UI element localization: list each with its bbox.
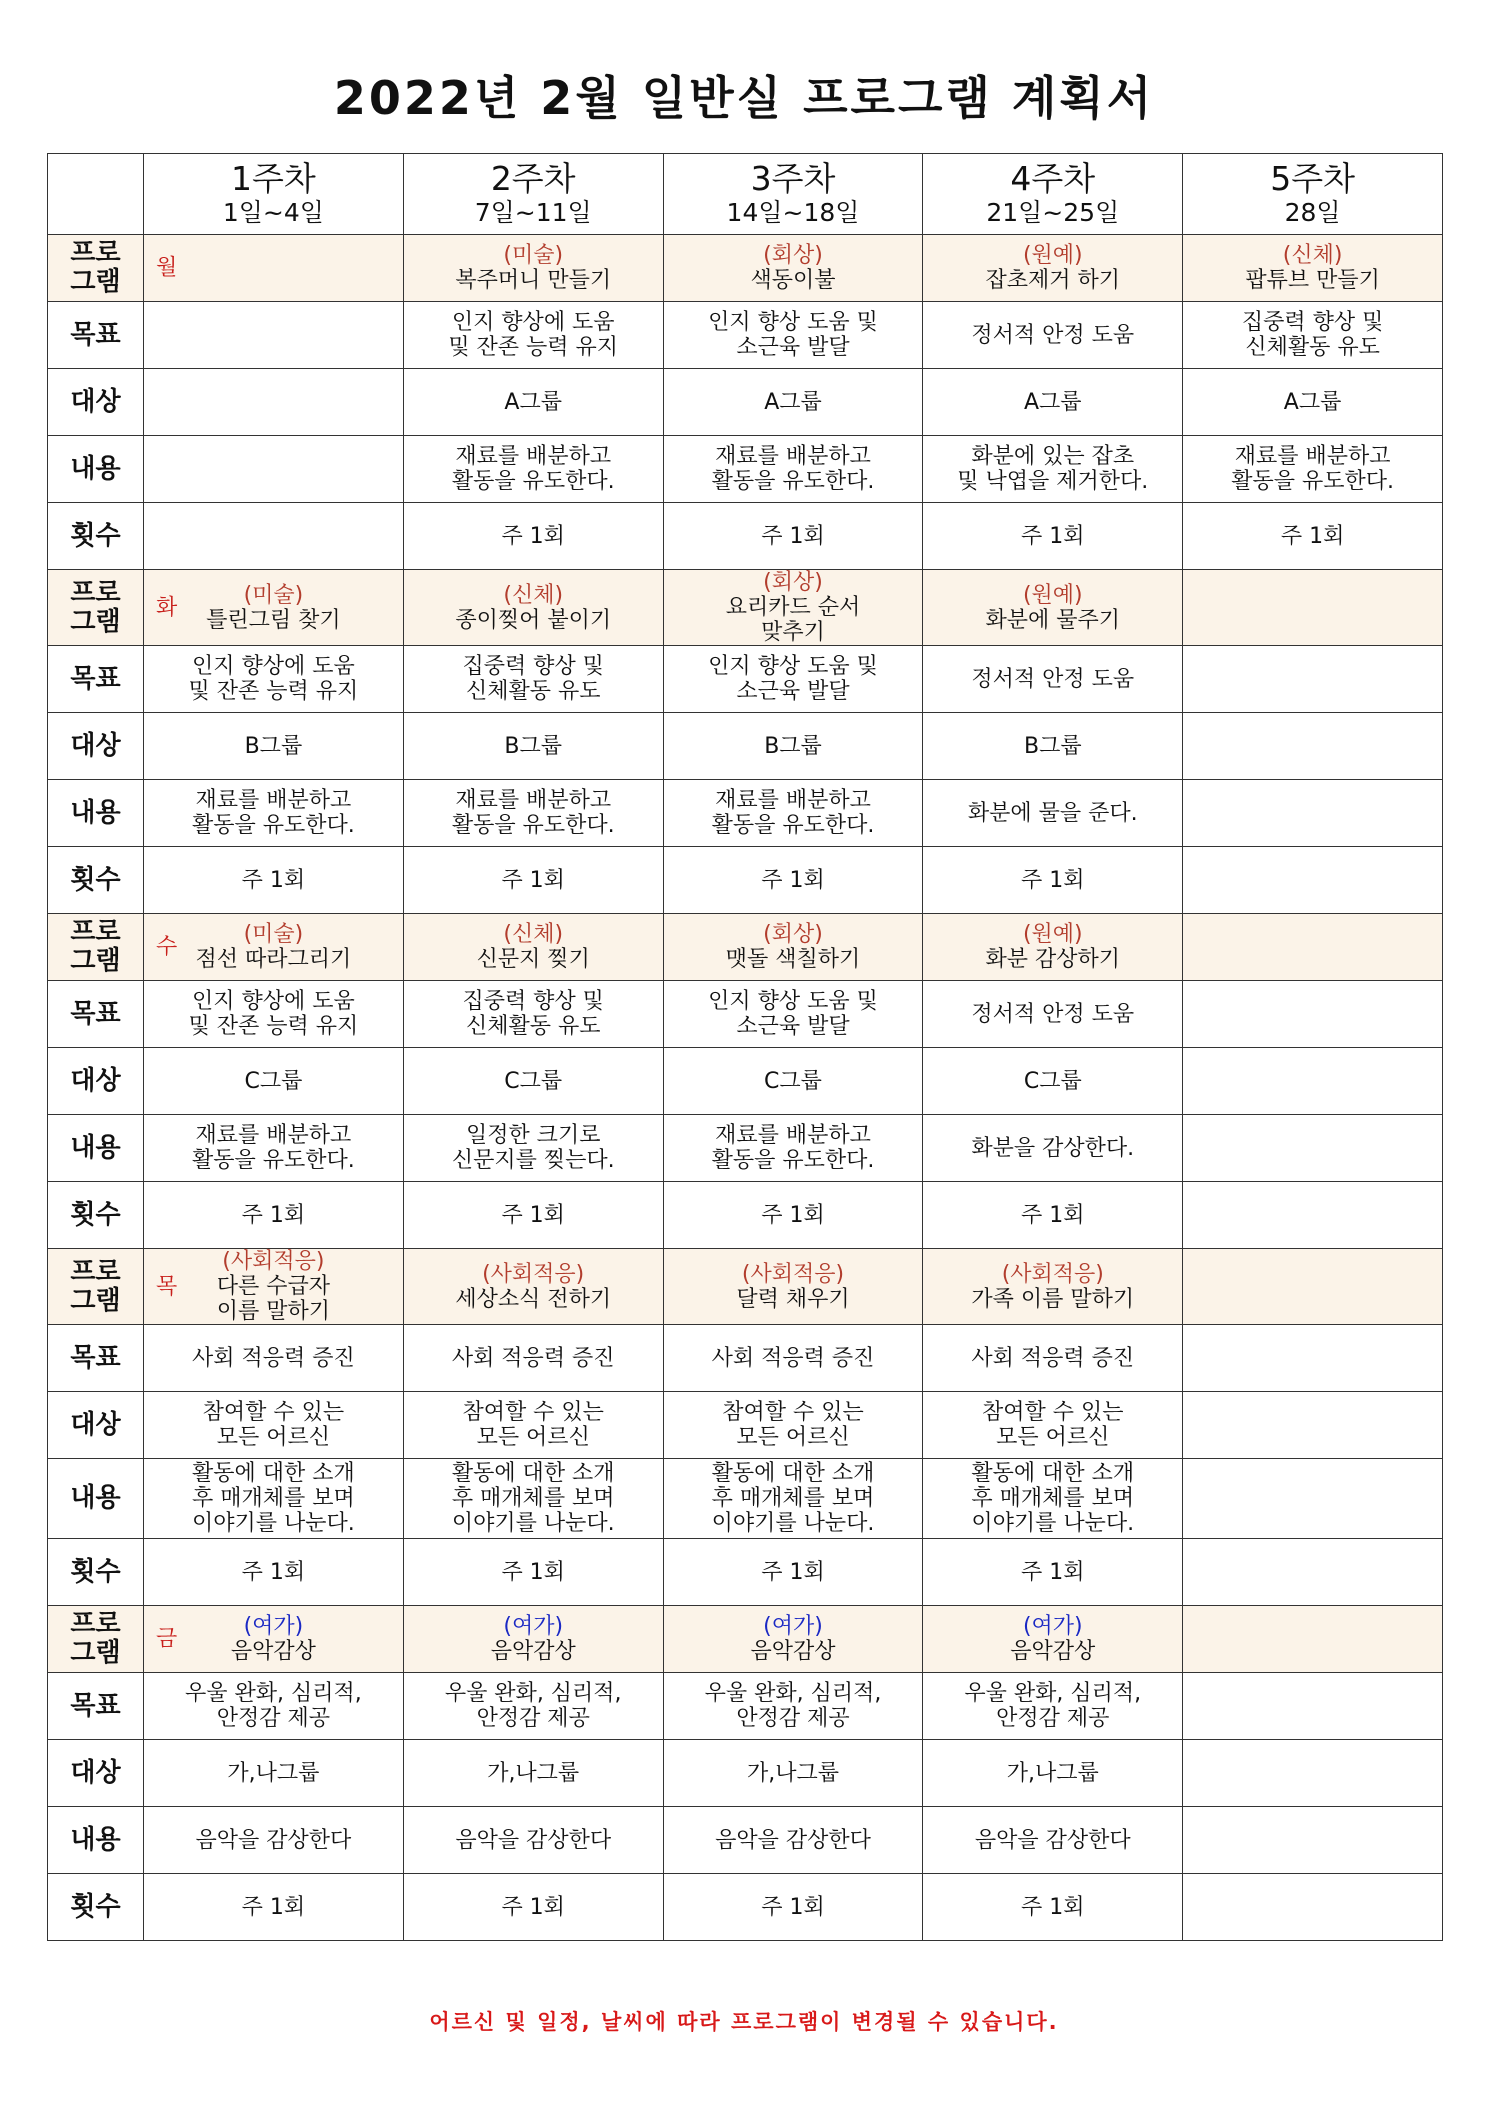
- frequency-row: [48, 1874, 1443, 1941]
- target-row: [48, 1392, 1443, 1459]
- program-cell: [1183, 570, 1443, 646]
- target-cell: 참여할 수 있는 모든 어르신: [663, 1392, 923, 1459]
- row-label-frequency: 횟수: [48, 1182, 144, 1249]
- row-label-target: 대상: [48, 713, 144, 780]
- program-row: [48, 1606, 1443, 1673]
- row-label-target: 대상: [48, 369, 144, 436]
- frequency-cell: 주 1회: [663, 1539, 923, 1606]
- content-row: [48, 780, 1443, 847]
- frequency-cell: [1183, 1539, 1443, 1606]
- content-cell: 재료를 배분하고 활동을 유도한다.: [1183, 436, 1443, 503]
- goal-cell: [1183, 646, 1443, 713]
- target-row: [48, 369, 1443, 436]
- frequency-cell: 주 1회: [923, 1539, 1183, 1606]
- goal-row: [48, 646, 1443, 713]
- frequency-cell: 주 1회: [144, 1182, 404, 1249]
- target-cell: 참여할 수 있는 모든 어르신: [144, 1392, 404, 1459]
- program-cell: [144, 914, 404, 981]
- content-cell: 화분에 물을 준다.: [923, 780, 1183, 847]
- program-category: (사회적응): [482, 1261, 585, 1287]
- row-label-program: 프로 그램: [48, 235, 144, 302]
- row-label-target: 대상: [48, 1740, 144, 1807]
- goal-cell: 우울 완화, 심리적, 안정감 제공: [663, 1673, 923, 1740]
- page-title: 2022년 2월 일반실 프로그램 계획서: [333, 71, 1155, 125]
- program-name: 틀린그림 찾기: [206, 607, 341, 633]
- program-cell: [1183, 1249, 1443, 1325]
- weekday-label: 월: [156, 255, 178, 281]
- program-cell: [144, 1249, 404, 1325]
- frequency-cell: [144, 503, 404, 570]
- program-row: [48, 914, 1443, 981]
- target-cell: B그룹: [923, 713, 1183, 780]
- weekday-label: 화: [156, 595, 178, 620]
- week-dates: 14일~18일: [726, 198, 860, 227]
- target-row: [48, 713, 1443, 780]
- frequency-cell: 주 1회: [1183, 503, 1443, 570]
- weekday-label: 금: [156, 1626, 178, 1652]
- content-cell: 활동에 대한 소개 후 매개체를 보며 이야기를 나눈다.: [403, 1459, 663, 1539]
- content-row: [48, 1115, 1443, 1182]
- target-cell: C그룹: [923, 1048, 1183, 1115]
- target-cell: [144, 369, 404, 436]
- row-label-content: 내용: [48, 1459, 144, 1539]
- program-name: 종이찢어 붙이기: [455, 607, 612, 633]
- goal-cell: 인지 향상 도움 및 소근육 발달: [663, 981, 923, 1048]
- program-name: 화분 감상하기: [985, 947, 1121, 972]
- frequency-cell: 주 1회: [663, 1874, 923, 1941]
- target-cell: A그룹: [923, 369, 1183, 436]
- program-cell: [403, 570, 663, 646]
- frequency-cell: 주 1회: [403, 1539, 663, 1606]
- goal-cell: 인지 향상 도움 및 소근육 발달: [663, 646, 923, 713]
- content-cell: 음악을 감상한다: [144, 1807, 404, 1874]
- program-cell: [403, 914, 663, 981]
- program-category: (사회적응): [222, 1249, 325, 1274]
- program-name: 화분에 물주기: [985, 607, 1121, 633]
- row-label-content: 내용: [48, 780, 144, 847]
- program-row: [48, 235, 1443, 302]
- goal-cell: 집중력 향상 및 신체활동 유도: [1183, 302, 1443, 369]
- week-header-row: [48, 154, 1443, 235]
- target-cell: A그룹: [663, 369, 923, 436]
- goal-cell: 인지 향상에 도움 및 잔존 능력 유지: [403, 302, 663, 369]
- program-name: 음악감상: [230, 1639, 316, 1664]
- frequency-cell: 주 1회: [923, 1182, 1183, 1249]
- content-row: [48, 1807, 1443, 1874]
- content-cell: 음악을 감상한다: [663, 1807, 923, 1874]
- goal-cell: 인지 향상 도움 및 소근육 발달: [663, 302, 923, 369]
- target-cell: C그룹: [144, 1048, 404, 1115]
- row-label-goal: 목표: [48, 646, 144, 713]
- program-category: (원예): [1022, 582, 1083, 608]
- goal-cell: [1183, 1673, 1443, 1740]
- program-cell: [663, 1606, 923, 1673]
- target-cell: C그룹: [403, 1048, 663, 1115]
- program-category: (미술): [243, 582, 304, 608]
- row-label-goal: 목표: [48, 1673, 144, 1740]
- target-cell: [1183, 713, 1443, 780]
- frequency-cell: 주 1회: [403, 1874, 663, 1941]
- week-label: 5주차: [1270, 159, 1355, 198]
- program-cell: [1183, 235, 1443, 302]
- program-category: (원예): [1022, 922, 1083, 947]
- content-cell: 활동에 대한 소개 후 매개체를 보며 이야기를 나눈다.: [144, 1459, 404, 1539]
- content-cell: 화분을 감상한다.: [923, 1115, 1183, 1182]
- program-category: (여가): [503, 1614, 564, 1639]
- target-cell: [1183, 1740, 1443, 1807]
- program-name: 잡초제거 하기: [985, 268, 1121, 293]
- goal-cell: [1183, 1325, 1443, 1392]
- row-label-goal: 목표: [48, 1325, 144, 1392]
- goal-cell: [144, 302, 404, 369]
- program-category: (신체): [503, 922, 564, 947]
- content-cell: [1183, 780, 1443, 847]
- program-category: (회상): [763, 243, 823, 268]
- program-row: [48, 570, 1443, 646]
- frequency-row: [48, 1182, 1443, 1249]
- content-cell: 음악을 감상한다: [923, 1807, 1183, 1874]
- program-name: 다른 수급자 이름 말하기: [216, 1274, 331, 1324]
- goal-cell: 정서적 안정 도움: [923, 981, 1183, 1048]
- week-header-3: [663, 154, 923, 235]
- target-row: [48, 1048, 1443, 1115]
- program-cell: [923, 1249, 1183, 1325]
- content-cell: 활동에 대한 소개 후 매개체를 보며 이야기를 나눈다.: [923, 1459, 1183, 1539]
- program-cell: [1183, 1606, 1443, 1673]
- content-cell: 재료를 배분하고 활동을 유도한다.: [663, 436, 923, 503]
- frequency-cell: 주 1회: [403, 1182, 663, 1249]
- target-cell: 참여할 수 있는 모든 어르신: [403, 1392, 663, 1459]
- program-category: (미술): [243, 922, 304, 947]
- content-cell: [1183, 1807, 1443, 1874]
- frequency-row: [48, 1539, 1443, 1606]
- program-cell: [144, 235, 404, 302]
- target-cell: 가,나그룹: [923, 1740, 1183, 1807]
- row-label-content: 내용: [48, 1807, 144, 1874]
- frequency-cell: [1183, 847, 1443, 914]
- goal-cell: 인지 향상에 도움 및 잔존 능력 유지: [144, 646, 404, 713]
- schedule-change-notice: 어르신 및 일정, 날씨에 따라 프로그램이 변경될 수 있습니다.: [429, 2010, 1059, 2034]
- target-cell: A그룹: [1183, 369, 1443, 436]
- program-category: (원예): [1022, 243, 1083, 268]
- target-cell: B그룹: [403, 713, 663, 780]
- content-cell: 화분에 있는 잡초 및 낙엽을 제거한다.: [923, 436, 1183, 503]
- target-row: [48, 1740, 1443, 1807]
- goal-cell: 인지 향상에 도움 및 잔존 능력 유지: [144, 981, 404, 1048]
- row-label-frequency: 횟수: [48, 1539, 144, 1606]
- week-header-2: [403, 154, 663, 235]
- content-row: [48, 1459, 1443, 1539]
- goal-cell: 우울 완화, 심리적, 안정감 제공: [923, 1673, 1183, 1740]
- program-name: 가족 이름 말하기: [971, 1286, 1135, 1312]
- goal-cell: 정서적 안정 도움: [923, 646, 1183, 713]
- goal-row: [48, 1673, 1443, 1740]
- program-category: (신체): [503, 582, 564, 608]
- program-category: (여가): [243, 1614, 304, 1639]
- content-cell: 재료를 배분하고 활동을 유도한다.: [403, 436, 663, 503]
- program-name: 음악감상: [490, 1639, 576, 1664]
- target-cell: B그룹: [144, 713, 404, 780]
- row-label-frequency: 횟수: [48, 503, 144, 570]
- program-name: 복주머니 만들기: [455, 268, 612, 293]
- weekday-label: 수: [156, 934, 178, 960]
- content-cell: [1183, 1115, 1443, 1182]
- target-cell: 가,나그룹: [403, 1740, 663, 1807]
- content-cell: [1183, 1459, 1443, 1539]
- week-label: 2주차: [490, 159, 576, 198]
- row-label-goal: 목표: [48, 302, 144, 369]
- week-dates: 7일~11일: [474, 198, 592, 227]
- program-cell: [144, 1606, 404, 1673]
- row-label-frequency: 횟수: [48, 847, 144, 914]
- row-label-target: 대상: [48, 1392, 144, 1459]
- goal-cell: 정서적 안정 도움: [923, 302, 1183, 369]
- frequency-cell: [1183, 1182, 1443, 1249]
- program-cell: [923, 235, 1183, 302]
- goal-cell: 사회 적응력 증진: [144, 1325, 404, 1392]
- program-name: 점선 따라그리기: [195, 947, 352, 972]
- content-cell: 재료를 배분하고 활동을 유도한다.: [403, 780, 663, 847]
- target-cell: C그룹: [663, 1048, 923, 1115]
- content-cell: 일정한 크기로 신문지를 찢는다.: [403, 1115, 663, 1182]
- frequency-cell: 주 1회: [923, 1874, 1183, 1941]
- frequency-cell: 주 1회: [923, 847, 1183, 914]
- program-name: 달력 채우기: [736, 1286, 850, 1312]
- program-cell: [1183, 914, 1443, 981]
- program-name: 세상소식 전하기: [455, 1286, 612, 1312]
- week-label: 4주차: [1010, 159, 1096, 198]
- program-category: (미술): [503, 243, 564, 268]
- frequency-row: [48, 503, 1443, 570]
- frequency-cell: [1183, 1874, 1443, 1941]
- target-cell: 참여할 수 있는 모든 어르신: [923, 1392, 1183, 1459]
- goal-row: [48, 981, 1443, 1048]
- week-header-1: [144, 154, 404, 235]
- program-name: 음악감상: [750, 1639, 836, 1664]
- program-category: (신체): [1282, 243, 1343, 268]
- program-cell: [663, 1249, 923, 1325]
- frequency-cell: 주 1회: [403, 503, 663, 570]
- row-label-frequency: 횟수: [48, 1874, 144, 1941]
- content-cell: 음악을 감상한다: [403, 1807, 663, 1874]
- program-cell: [403, 1606, 663, 1673]
- content-cell: [144, 436, 404, 503]
- program-category: (여가): [763, 1614, 823, 1639]
- goal-cell: 사회 적응력 증진: [923, 1325, 1183, 1392]
- program-cell: [403, 235, 663, 302]
- goal-cell: 집중력 향상 및 신체활동 유도: [403, 646, 663, 713]
- frequency-cell: 주 1회: [663, 1182, 923, 1249]
- target-cell: A그룹: [403, 369, 663, 436]
- target-cell: 가,나그룹: [144, 1740, 404, 1807]
- content-row: [48, 436, 1443, 503]
- program-name: 요리카드 순서 맞추기: [725, 595, 861, 645]
- program-cell: [923, 570, 1183, 646]
- content-cell: 재료를 배분하고 활동을 유도한다.: [663, 1115, 923, 1182]
- program-cell: [144, 570, 404, 646]
- target-cell: 가,나그룹: [663, 1740, 923, 1807]
- week-label: 1주차: [231, 159, 316, 198]
- content-cell: 재료를 배분하고 활동을 유도한다.: [144, 1115, 404, 1182]
- program-category: (회상): [763, 570, 823, 595]
- program-name: 색동이불: [750, 268, 836, 293]
- row-label-program: 프로 그램: [48, 570, 144, 646]
- row-label-program: 프로 그램: [48, 1249, 144, 1325]
- content-cell: 재료를 배분하고 활동을 유도한다.: [144, 780, 404, 847]
- program-name: 음악감상: [1010, 1639, 1096, 1664]
- corner-cell: [48, 154, 144, 235]
- goal-cell: 우울 완화, 심리적, 안정감 제공: [144, 1673, 404, 1740]
- program-cell: [923, 914, 1183, 981]
- content-cell: 활동에 대한 소개 후 매개체를 보며 이야기를 나눈다.: [663, 1459, 923, 1539]
- goal-row: [48, 1325, 1443, 1392]
- frequency-cell: 주 1회: [663, 503, 923, 570]
- target-cell: [1183, 1048, 1443, 1115]
- program-name: 신문지 찢기: [476, 947, 590, 972]
- goal-row: [48, 302, 1443, 369]
- program-cell: [923, 1606, 1183, 1673]
- frequency-cell: 주 1회: [144, 847, 404, 914]
- program-category: (여가): [1022, 1614, 1083, 1639]
- target-cell: [1183, 1392, 1443, 1459]
- row-label-program: 프로 그램: [48, 914, 144, 981]
- program-category: (사회적응): [1001, 1261, 1104, 1287]
- target-cell: B그룹: [663, 713, 923, 780]
- week-dates: 1일~4일: [222, 198, 324, 227]
- program-category: (사회적응): [741, 1261, 845, 1287]
- row-label-goal: 목표: [48, 981, 144, 1048]
- program-plan-table: [47, 153, 1443, 1941]
- program-cell: [663, 235, 923, 302]
- week-dates: 21일~25일: [986, 198, 1120, 227]
- goal-cell: [1183, 981, 1443, 1048]
- week-dates: 28일: [1284, 198, 1341, 227]
- program-cell: [403, 1249, 663, 1325]
- program-name: 팝튜브 만들기: [1245, 268, 1380, 293]
- content-cell: 재료를 배분하고 활동을 유도한다.: [663, 780, 923, 847]
- program-cell: [663, 570, 923, 646]
- weekday-label: 목: [156, 1274, 178, 1299]
- program-name: 맷돌 색칠하기: [725, 947, 861, 972]
- goal-cell: 우울 완화, 심리적, 안정감 제공: [403, 1673, 663, 1740]
- goal-cell: 사회 적응력 증진: [663, 1325, 923, 1392]
- week-label: 3주차: [750, 159, 836, 198]
- program-cell: [663, 914, 923, 981]
- program-row: [48, 1249, 1443, 1325]
- frequency-cell: 주 1회: [663, 847, 923, 914]
- goal-cell: 집중력 향상 및 신체활동 유도: [403, 981, 663, 1048]
- row-label-content: 내용: [48, 436, 144, 503]
- row-label-content: 내용: [48, 1115, 144, 1182]
- week-header-4: [923, 154, 1183, 235]
- frequency-cell: 주 1회: [923, 503, 1183, 570]
- goal-cell: 사회 적응력 증진: [403, 1325, 663, 1392]
- week-header-5: [1183, 154, 1443, 235]
- row-label-program: 프로 그램: [48, 1606, 144, 1673]
- frequency-cell: 주 1회: [144, 1539, 404, 1606]
- program-category: (회상): [763, 922, 823, 947]
- frequency-row: [48, 847, 1443, 914]
- frequency-cell: 주 1회: [144, 1874, 404, 1941]
- frequency-cell: 주 1회: [403, 847, 663, 914]
- row-label-target: 대상: [48, 1048, 144, 1115]
